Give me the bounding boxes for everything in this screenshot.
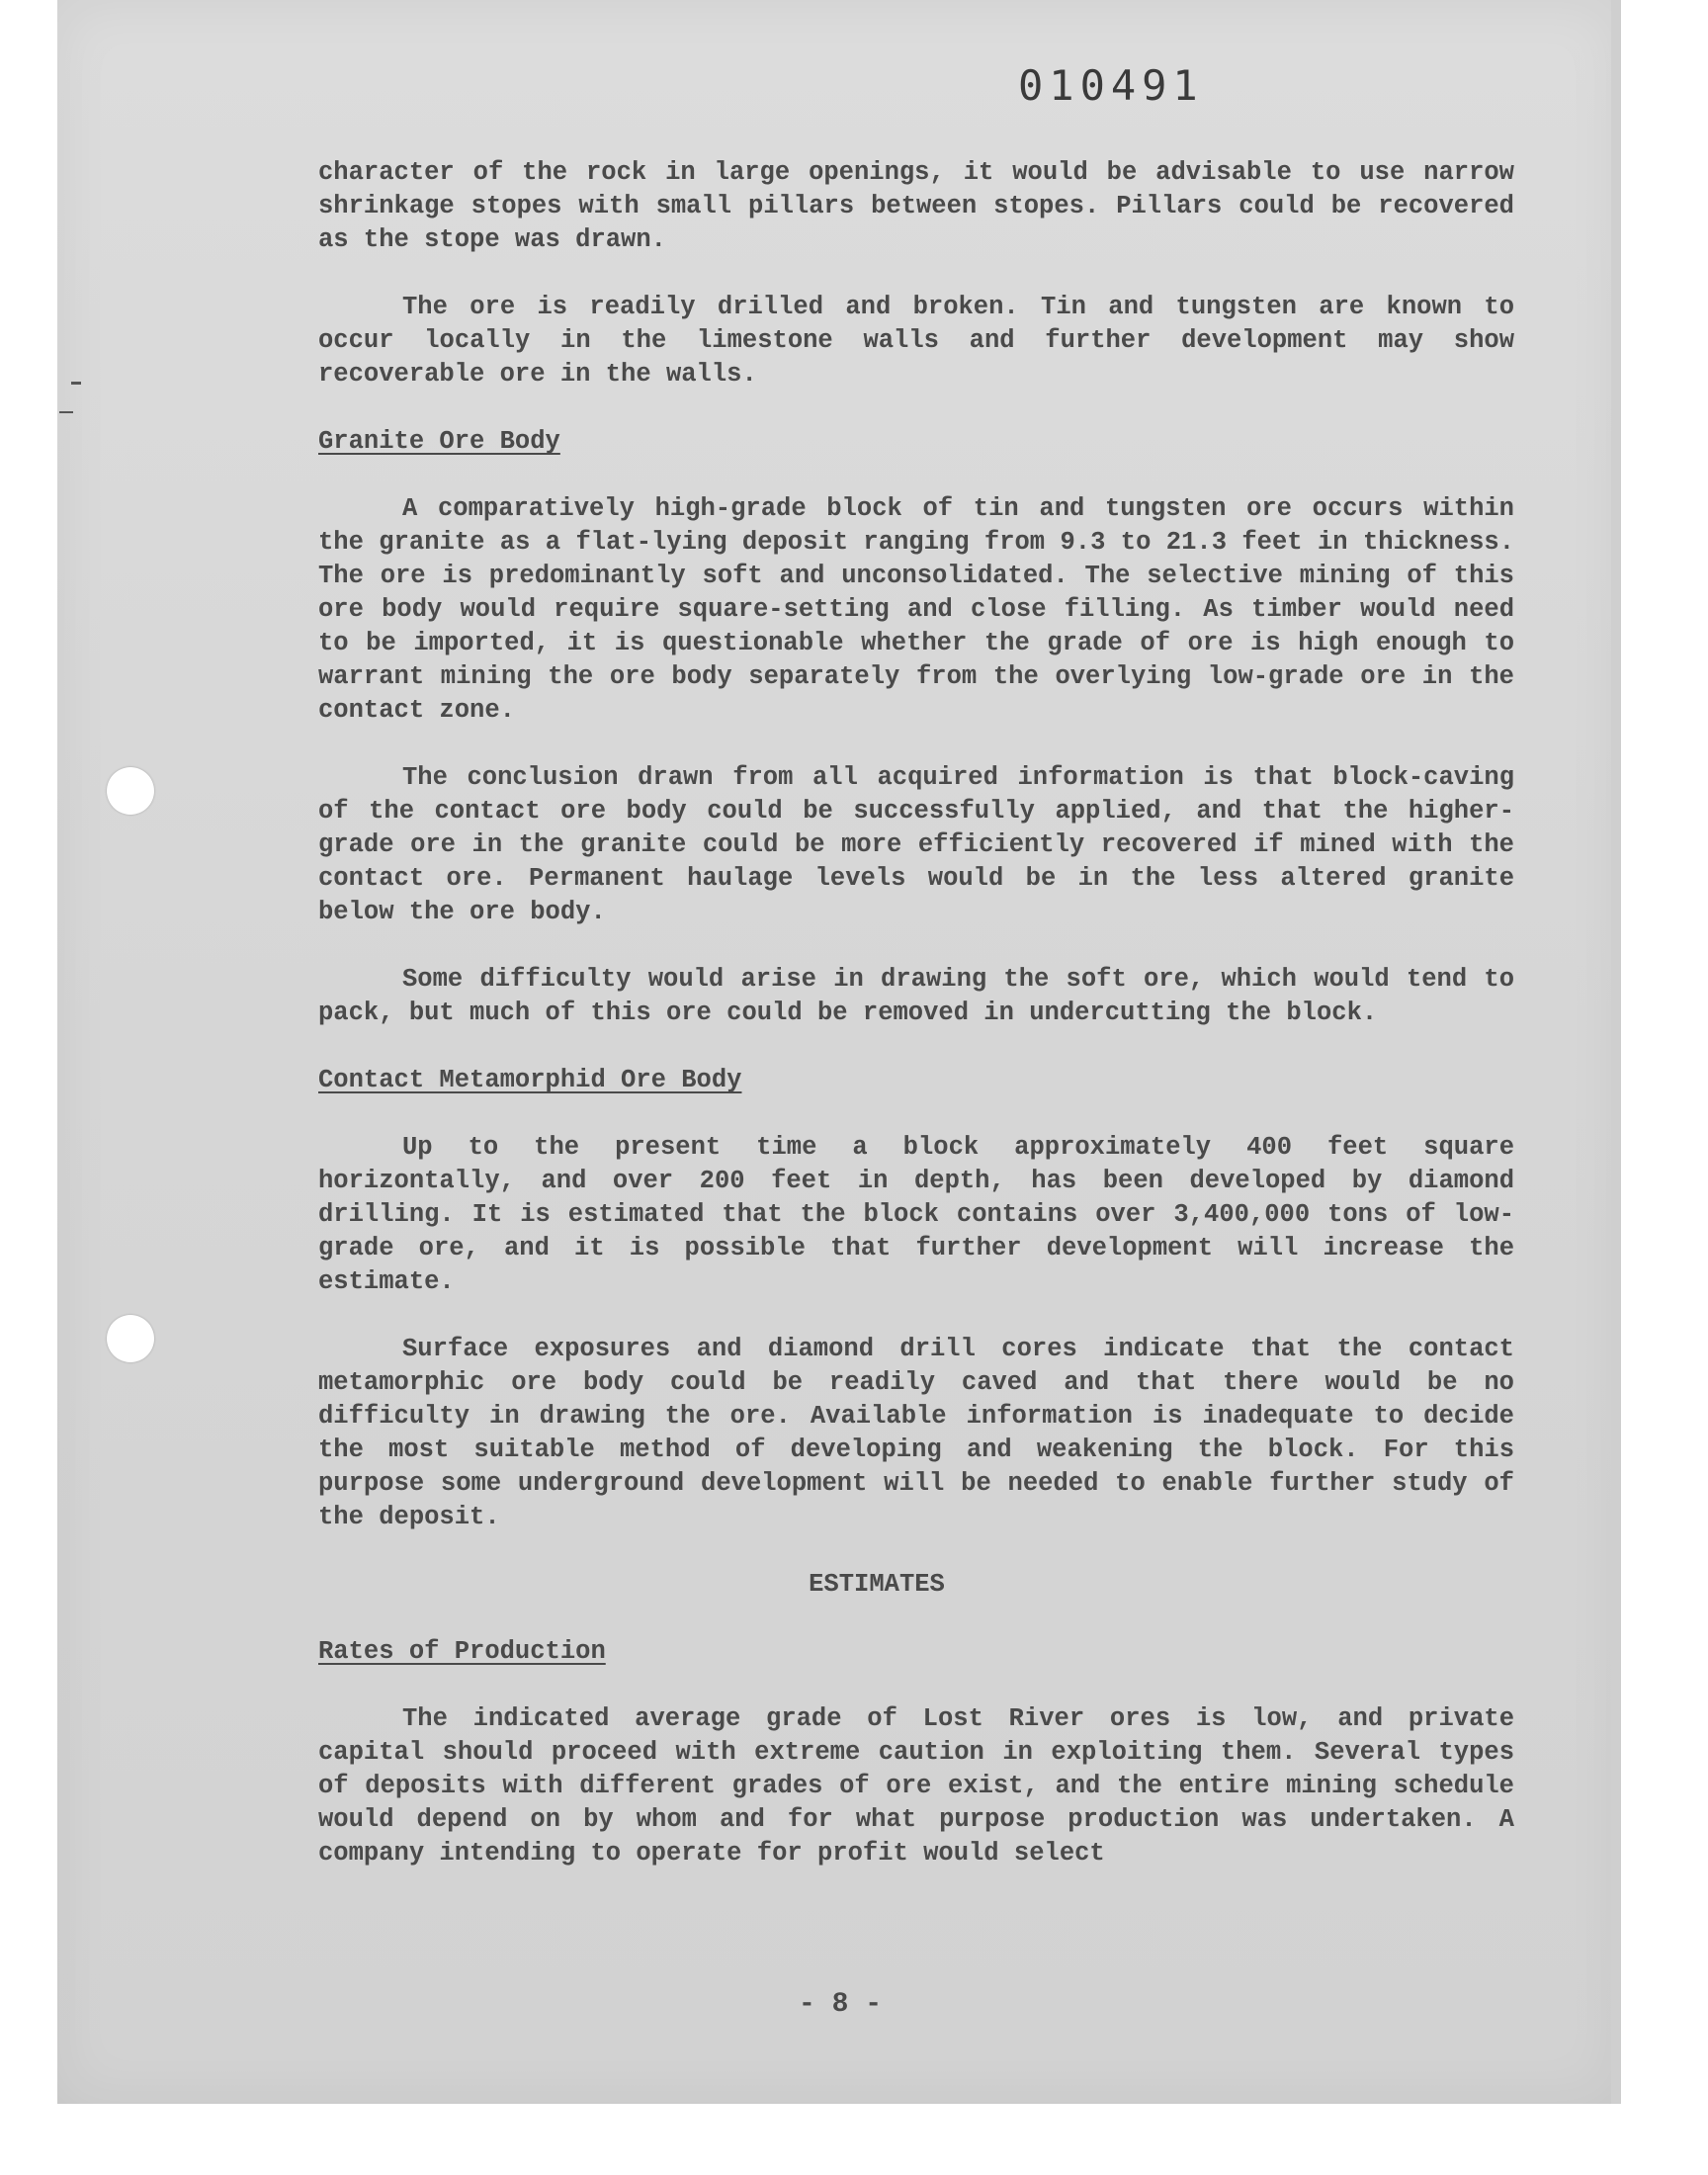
document-number: 010491	[1018, 61, 1204, 110]
punch-hole-upper	[107, 767, 154, 815]
margin-mark	[59, 411, 73, 413]
document-body	[318, 156, 1514, 1904]
paragraph: The conclusion drawn from all acquired information is that block-caving of the contact ore body could be successfully applied, and that the higher-grade ore in the granite could be more efficiently recovered if mined with the contact ore. Permanent haulage levels would be in the less altered granite below the ore body.	[318, 763, 1514, 926]
section-heading: Rates of Production	[318, 1637, 606, 1666]
page-edge-shadow	[1611, 0, 1621, 2104]
margin-mark	[71, 382, 81, 385]
paragraph: Up to the present time a block approximately 400 feet square horizontally, and over 200 feet in depth, has been developed by diamond drilling. It is estimated that the block contains over 3,400,000 tons of low-grade ore, and it is possible that further development will increase the estimate.	[318, 1133, 1514, 1296]
paragraph: The ore is readily drilled and broken. Tin and tungsten are known to occur locally in the limestone walls and further development may show recoverable ore in the walls.	[318, 293, 1514, 389]
paragraph: Surface exposures and diamond drill cores indicate that the contact metamorphic ore body could be readily caved and that there would be no difficulty in drawing the ore. Available information is inadequate to decide the most suitable method of developing and weakening the block. For this purpose some underground development will be needed to enable further study of the deposit.	[318, 1335, 1514, 1531]
punch-hole-lower	[107, 1315, 154, 1362]
section-title: ESTIMATES	[809, 1570, 945, 1599]
paragraph: Some difficulty would arise in drawing the soft ore, which would tend to pack, but much of this ore could be removed in undercutting the block.	[318, 965, 1514, 1027]
paragraph: character of the rock in large openings, it would be advisable to use narrow shrinkage stopes with small pillars between stopes. Pillars could be recovered as the stope was drawn.	[318, 158, 1514, 254]
page-number: - 8 -	[798, 1989, 882, 2020]
section-heading: Granite Ore Body	[318, 427, 560, 456]
section-heading: Contact Metamorphid Ore Body	[318, 1066, 742, 1094]
paragraph: A comparatively high-grade block of tin and tungsten ore occurs within the granite as a flat-lying deposit ranging from 9.3 to 21.3 feet in thickness. The ore is predominantly soft and unconsolidated. The selective mining of this ore body would require square-setting and close filling. As timber would need to be imported, it is questionable whether the grade of ore is high enough to warrant mining the ore body separately from the overlying low-grade ore in the contact zone.	[318, 494, 1514, 725]
paragraph: The indicated average grade of Lost River ores is low, and private capital should proceed with extreme caution in exploiting them. Several types of deposits with different grades of ore exist, and the entire mining schedule would depend on by whom and for what purpose production was undertaken. A company intending to operate for profit would select	[318, 1704, 1514, 1868]
